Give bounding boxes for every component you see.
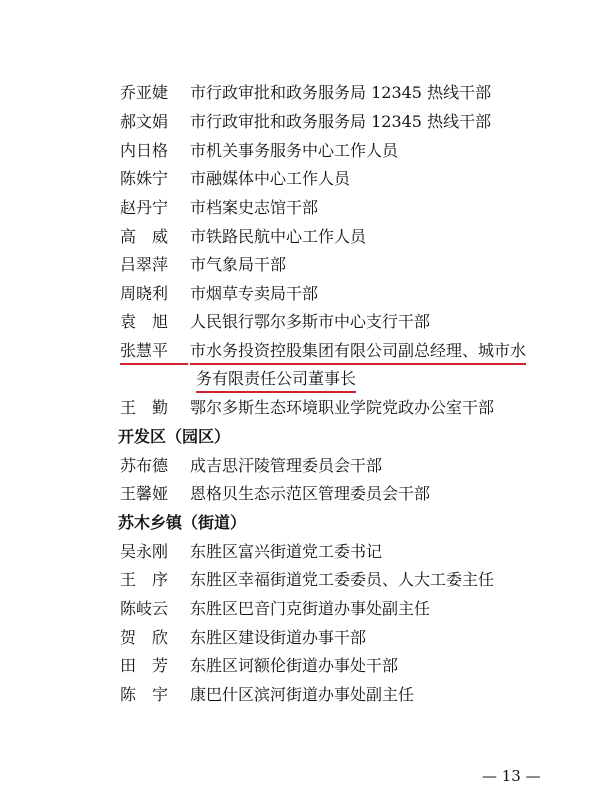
- person-name: 苏布德: [120, 456, 169, 475]
- person-name: 吕翠萍: [120, 255, 169, 274]
- person-name: 郝文娟: [120, 112, 169, 131]
- person-name: 田 芳: [120, 656, 169, 675]
- person-org-continued: 务有限责任公司董事长: [196, 367, 356, 393]
- person-org: 市行政审批和政务服务局 12345 热线干部: [190, 112, 492, 131]
- person-org: 市档案史志馆干部: [190, 198, 319, 217]
- person-org: 市水务投资控股集团有限公司副总经理、城市水: [190, 339, 526, 365]
- person-org: 市行政审批和政务服务局 12345 热线干部: [190, 83, 492, 102]
- person-org: 康巴什区滨河街道办事处副主任: [190, 685, 415, 704]
- person-name: 袁 旭: [120, 312, 169, 331]
- section-heading-sumu: 苏木乡镇（街道）: [118, 513, 247, 532]
- person-org: 东胜区富兴街道党工委书记: [190, 542, 383, 561]
- person-name: 陈姝宁: [120, 169, 169, 188]
- person-org: 恩格贝生态示范区管理委员会干部: [190, 484, 431, 503]
- person-org: 市机关事务服务中心工作人员: [190, 141, 399, 160]
- person-name: 周晓利: [120, 284, 169, 303]
- person-name: 吴永刚: [120, 542, 169, 561]
- person-org: 人民银行鄂尔多斯市中心支行干部: [190, 312, 431, 331]
- person-name: 陈 宇: [120, 685, 169, 704]
- person-name: 赵丹宁: [120, 198, 169, 217]
- person-name: 贺 欣: [120, 628, 169, 647]
- person-org: 市气象局干部: [190, 255, 287, 274]
- person-org: 市烟草专卖局干部: [190, 284, 319, 303]
- person-org: 东胜区幸福街道党工委委员、人大工委主任: [190, 570, 495, 589]
- person-name: 陈岐云: [120, 599, 169, 618]
- person-name: 张慧平: [120, 339, 188, 365]
- person-name: 高 威: [120, 227, 169, 246]
- person-org: 东胜区诃额伦街道办事处干部: [190, 656, 399, 675]
- page-number: — 13 —: [482, 767, 541, 785]
- person-org: 东胜区建设街道办事干部: [190, 628, 367, 647]
- person-name: 王馨娅: [120, 484, 169, 503]
- person-name: 乔亚婕: [120, 83, 169, 102]
- person-org: 东胜区巴音门克街道办事处副主任: [190, 599, 431, 618]
- section-heading-kaifaqu: 开发区（园区）: [118, 427, 231, 446]
- person-org: 成吉思汗陵管理委员会干部: [190, 456, 383, 475]
- person-name: 王 序: [120, 570, 169, 589]
- person-name: 王 勤: [120, 398, 169, 417]
- person-org: 市融媒体中心工作人员: [190, 169, 351, 188]
- person-org: 市铁路民航中心工作人员: [190, 227, 367, 246]
- person-name: 内日格: [120, 141, 169, 160]
- person-org: 鄂尔多斯生态环境职业学院党政办公室干部: [190, 398, 495, 417]
